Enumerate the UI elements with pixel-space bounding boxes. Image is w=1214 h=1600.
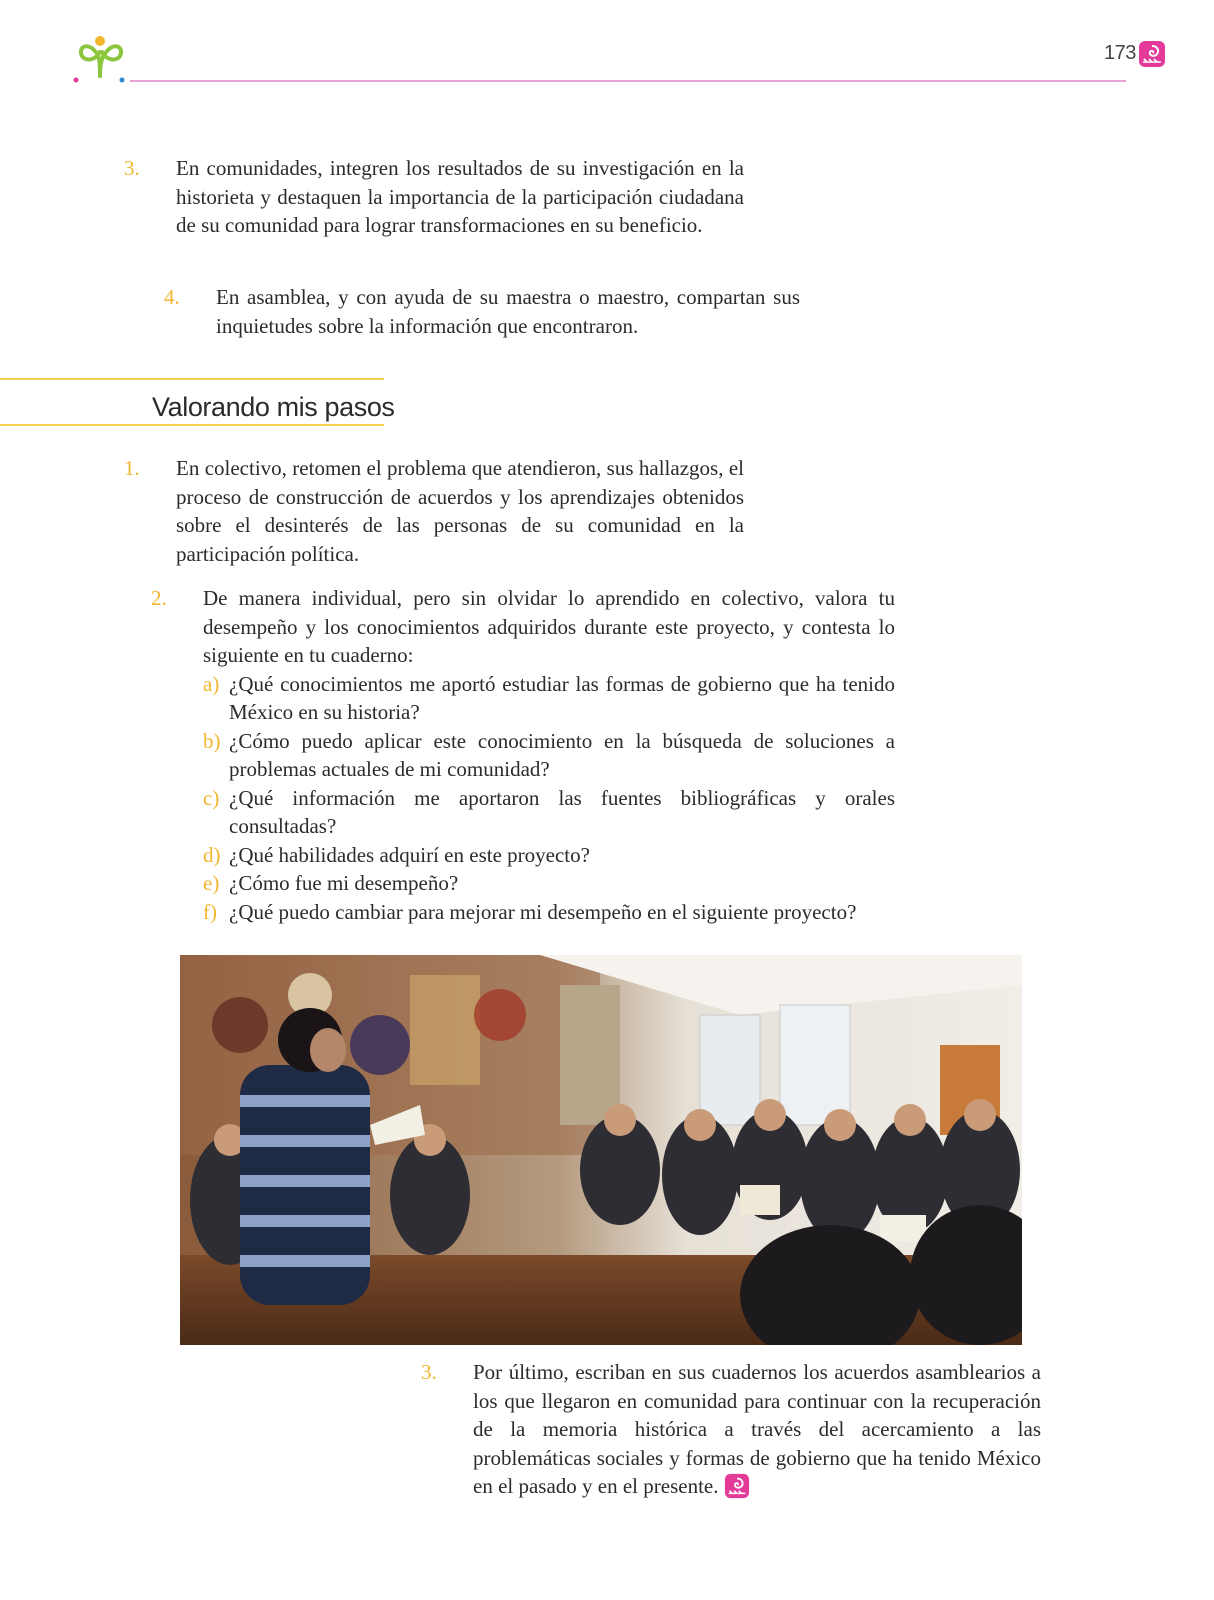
item-number: 1. (124, 456, 140, 480)
item-number: 2. (151, 586, 167, 610)
section-item-3 (421, 1358, 1041, 1501)
activity-text: En asamblea, y con ayuda de su maestra o maestro, compartan sus inquietudes sobre la información que encontraron. (216, 285, 800, 338)
item-text: Por último, escriban en sus cuadernos los acuerdos asamblearios a los que llegaron en comunidad para continuar con la recuperación de la memoria histórica a través del acercamiento a las problemáticas sociales y formas de gobierno que ha tenido México en el pasado y en el presente. (473, 1360, 1041, 1498)
pink-spiral-glyph-icon (1138, 40, 1166, 68)
header-rule (130, 80, 1126, 82)
page-number: 173 (1104, 42, 1136, 64)
question-e: e) ¿Cómo fue mi desempeño? (203, 871, 459, 895)
item-text: De manera individual, pero sin olvidar lo aprendido en colectivo, valora tu desempeño y los conocimientos adquiridos durante este proyecto, y contesta lo siguiente en tu cuaderno: (203, 586, 895, 667)
activity-4 (164, 283, 800, 340)
question-d: d) ¿Qué habilidades adquirí en este proyecto? (203, 842, 590, 867)
question-list (203, 670, 895, 927)
activity-text: En comunidades, integren los resultados de su investigación en la historieta y destaquen la importancia de la participación ciudadana de su comunidad para lograr transformaciones en su beneficio. (176, 156, 744, 237)
item-text: En colectivo, retomen el problema que atendieron, sus hallazgos, el proceso de construcción de acuerdos y los aprendizajes obtenidos sobre el desinterés de las personas de su comunidad en la participación política. (176, 456, 744, 566)
section-rule-top (0, 378, 384, 380)
sprout-figure-icon (72, 32, 128, 84)
question-f: f) ¿Qué puedo cambiar para mejorar mi desempeño en el siguiente proyecto? (203, 899, 857, 924)
section-title: Valorando mis pasos (152, 392, 395, 422)
section-item-1 (124, 454, 744, 568)
question-a: a) ¿Qué conocimientos me aportó estudiar las formas de gobierno que ha tenido México en su historia? (203, 671, 895, 724)
pink-spiral-glyph-icon (724, 1473, 750, 1499)
activity-number: 3. (124, 156, 140, 180)
question-b: b) ¿Cómo puedo aplicar este conocimiento en la búsqueda de soluciones a problemas actuales de mi comunidad? (203, 728, 895, 781)
item-number: 3. (421, 1360, 437, 1384)
section-item-2 (151, 584, 895, 926)
question-c: c) ¿Qué información me aportaron las fuentes bibliográficas y orales consultadas? (203, 785, 895, 838)
section-rule-bottom (0, 424, 384, 426)
assembly-photo (180, 955, 1022, 1345)
activity-number: 4. (164, 285, 180, 309)
activity-3 (124, 154, 744, 240)
